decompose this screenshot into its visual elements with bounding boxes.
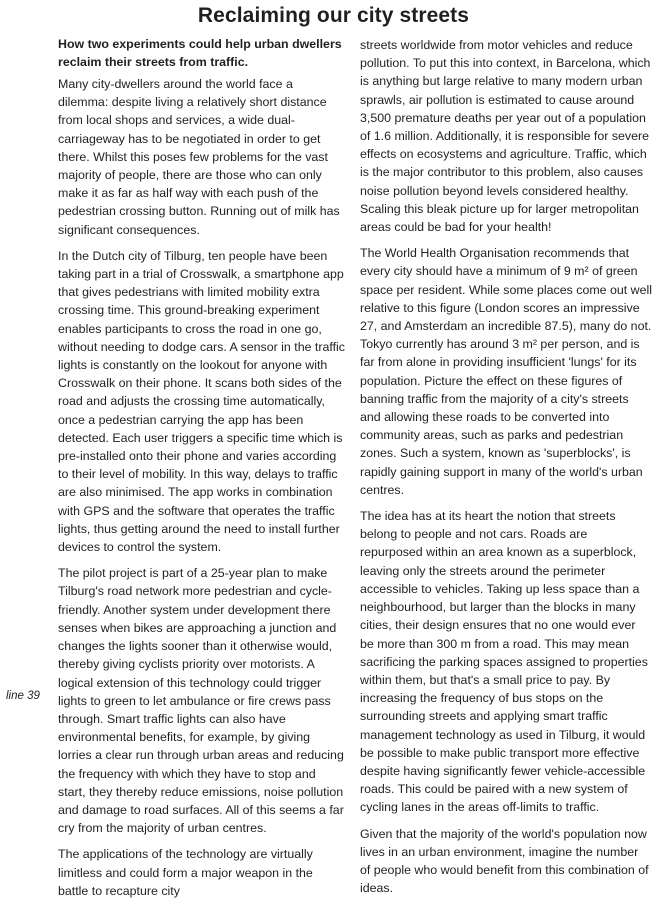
paragraph-7: The idea has at its heart the notion that streets belong to people and not cars. Roads are repurposed within an area known as a superblock, leaving only the streets around the perimeter accessible to vehicles. Taking up less space than a neighbourhood, but larger than the blocks in many cities, their design ensures that no one would ever be more than 300 m from a road. This may mean sacrificing the parking spaces assigned to properties within them, but that's a small price to pay. By increasing the frequency of bus stops on the surrounding streets and applying smart traffic management technology as used in Tilburg, it would be possible to make public transport more effective despite having significantly fewer vehicle-accessible roads. This could be paired with a new system of cycling lanes in the areas off-limits to traffic. — [360, 509, 648, 815]
paragraph-1: Many city-dwellers around the world face a dilemma: despite living a relatively short distance from local shops and services, a wide dual-carriageway has to be negotiated in order to get there. Whilst this poses few problems for the vast majority of people, there are those who can only make it as far as half way with each push of the pedestrian crossing button. Running out of milk has significant consequences. — [58, 77, 340, 237]
right-column — [360, 36, 652, 905]
left-column — [58, 36, 346, 908]
line-number-marker: line 39 — [6, 690, 40, 702]
article-subtitle: How two experiments could help urban dwellers reclaim their streets from traffic. — [58, 37, 342, 69]
paragraph-2: In the Dutch city of Tilburg, ten people have been taking part in a trial of Crosswalk, a smartphone app that gives pedestrians with limited mobility extra crossing time. This ground-breaking experiment enables participants to cross the road in one go, without needing to dodge cars. A sensor in the traffic lights is constantly on the lookout for anyone with Crosswalk on their phone. It scans both sides of the road and adjusts the crossing time automatically, once a pedestrian carrying the app has been detected. Each user triggers a specific time which is pre-installed onto their phone and varies according to their level of mobility. In this way, delays to traffic are also minimised. The app works in combination with GPS and the software that operates the traffic lights, thus getting around the need to install further devices to control the system. — [58, 248, 346, 555]
paragraph-3: The pilot project is part of a 25-year plan to make Tilburg's road network more pedestrian and cycle-friendly. Another system under development there senses when bikes are approaching a junction and changes the lights sooner than it otherwise would, thereby giving cyclists priority over motorists. A logical extension of this technology could trigger lights to green to let ambulance or fire crews pass through. Smart traffic lights can also have environmental benefits, for example, by giving lorries a clear run through urban areas and reducing the frequency with which they have to stop and start, they thereby reduce emissions, noise pollution and damage to road surfaces. All of this seems a far cry from the majority of urban centres. — [58, 566, 344, 836]
paragraph-5: streets worldwide from motor vehicles and reduce pollution. To put this into context, in Barcelona, which is anything but large relative to many modern urban sprawls, air pollution is estimated to cause around 3,500 premature deaths per year out of a population of 1.6 million. Additionally, it is responsible for severe effects on ecosystems and agriculture. Traffic, which is the major contributor to this problem, also causes noise pollution beyond levels considered healthy. Scaling this bleak picture up for larger metropolitan areas could be bad for your health! — [360, 38, 651, 235]
paragraph-6: The World Health Organisation recommends that every city should have a minimum of 9 m² of green space per resident. While some places come out well relative to this figure (London scores an impressive 27, and Amsterdam an incredible 87.5), many do not. Tokyo currently has around 3 m² per person, and is far from alone in providing insufficient 'lungs' for its population. Picture the effect on these figures of banning traffic from the majority of a city's streets and allowing these roads to be converted into community areas, such as parks and pedestrian zones. Such a system, known as 'superblocks', is rapidly gaining support in many of the world's urban centres. — [360, 246, 653, 497]
paragraph-4: The applications of the technology are virtually limitless and could form a major weapon in the battle to recapture city — [58, 847, 313, 898]
paragraph-8: Given that the majority of the world's population now lives in an urban environment, imagine the number of people who would benefit from this combination of ideas. — [360, 826, 649, 896]
article-title: Reclaiming our city streets — [197, 4, 470, 27]
